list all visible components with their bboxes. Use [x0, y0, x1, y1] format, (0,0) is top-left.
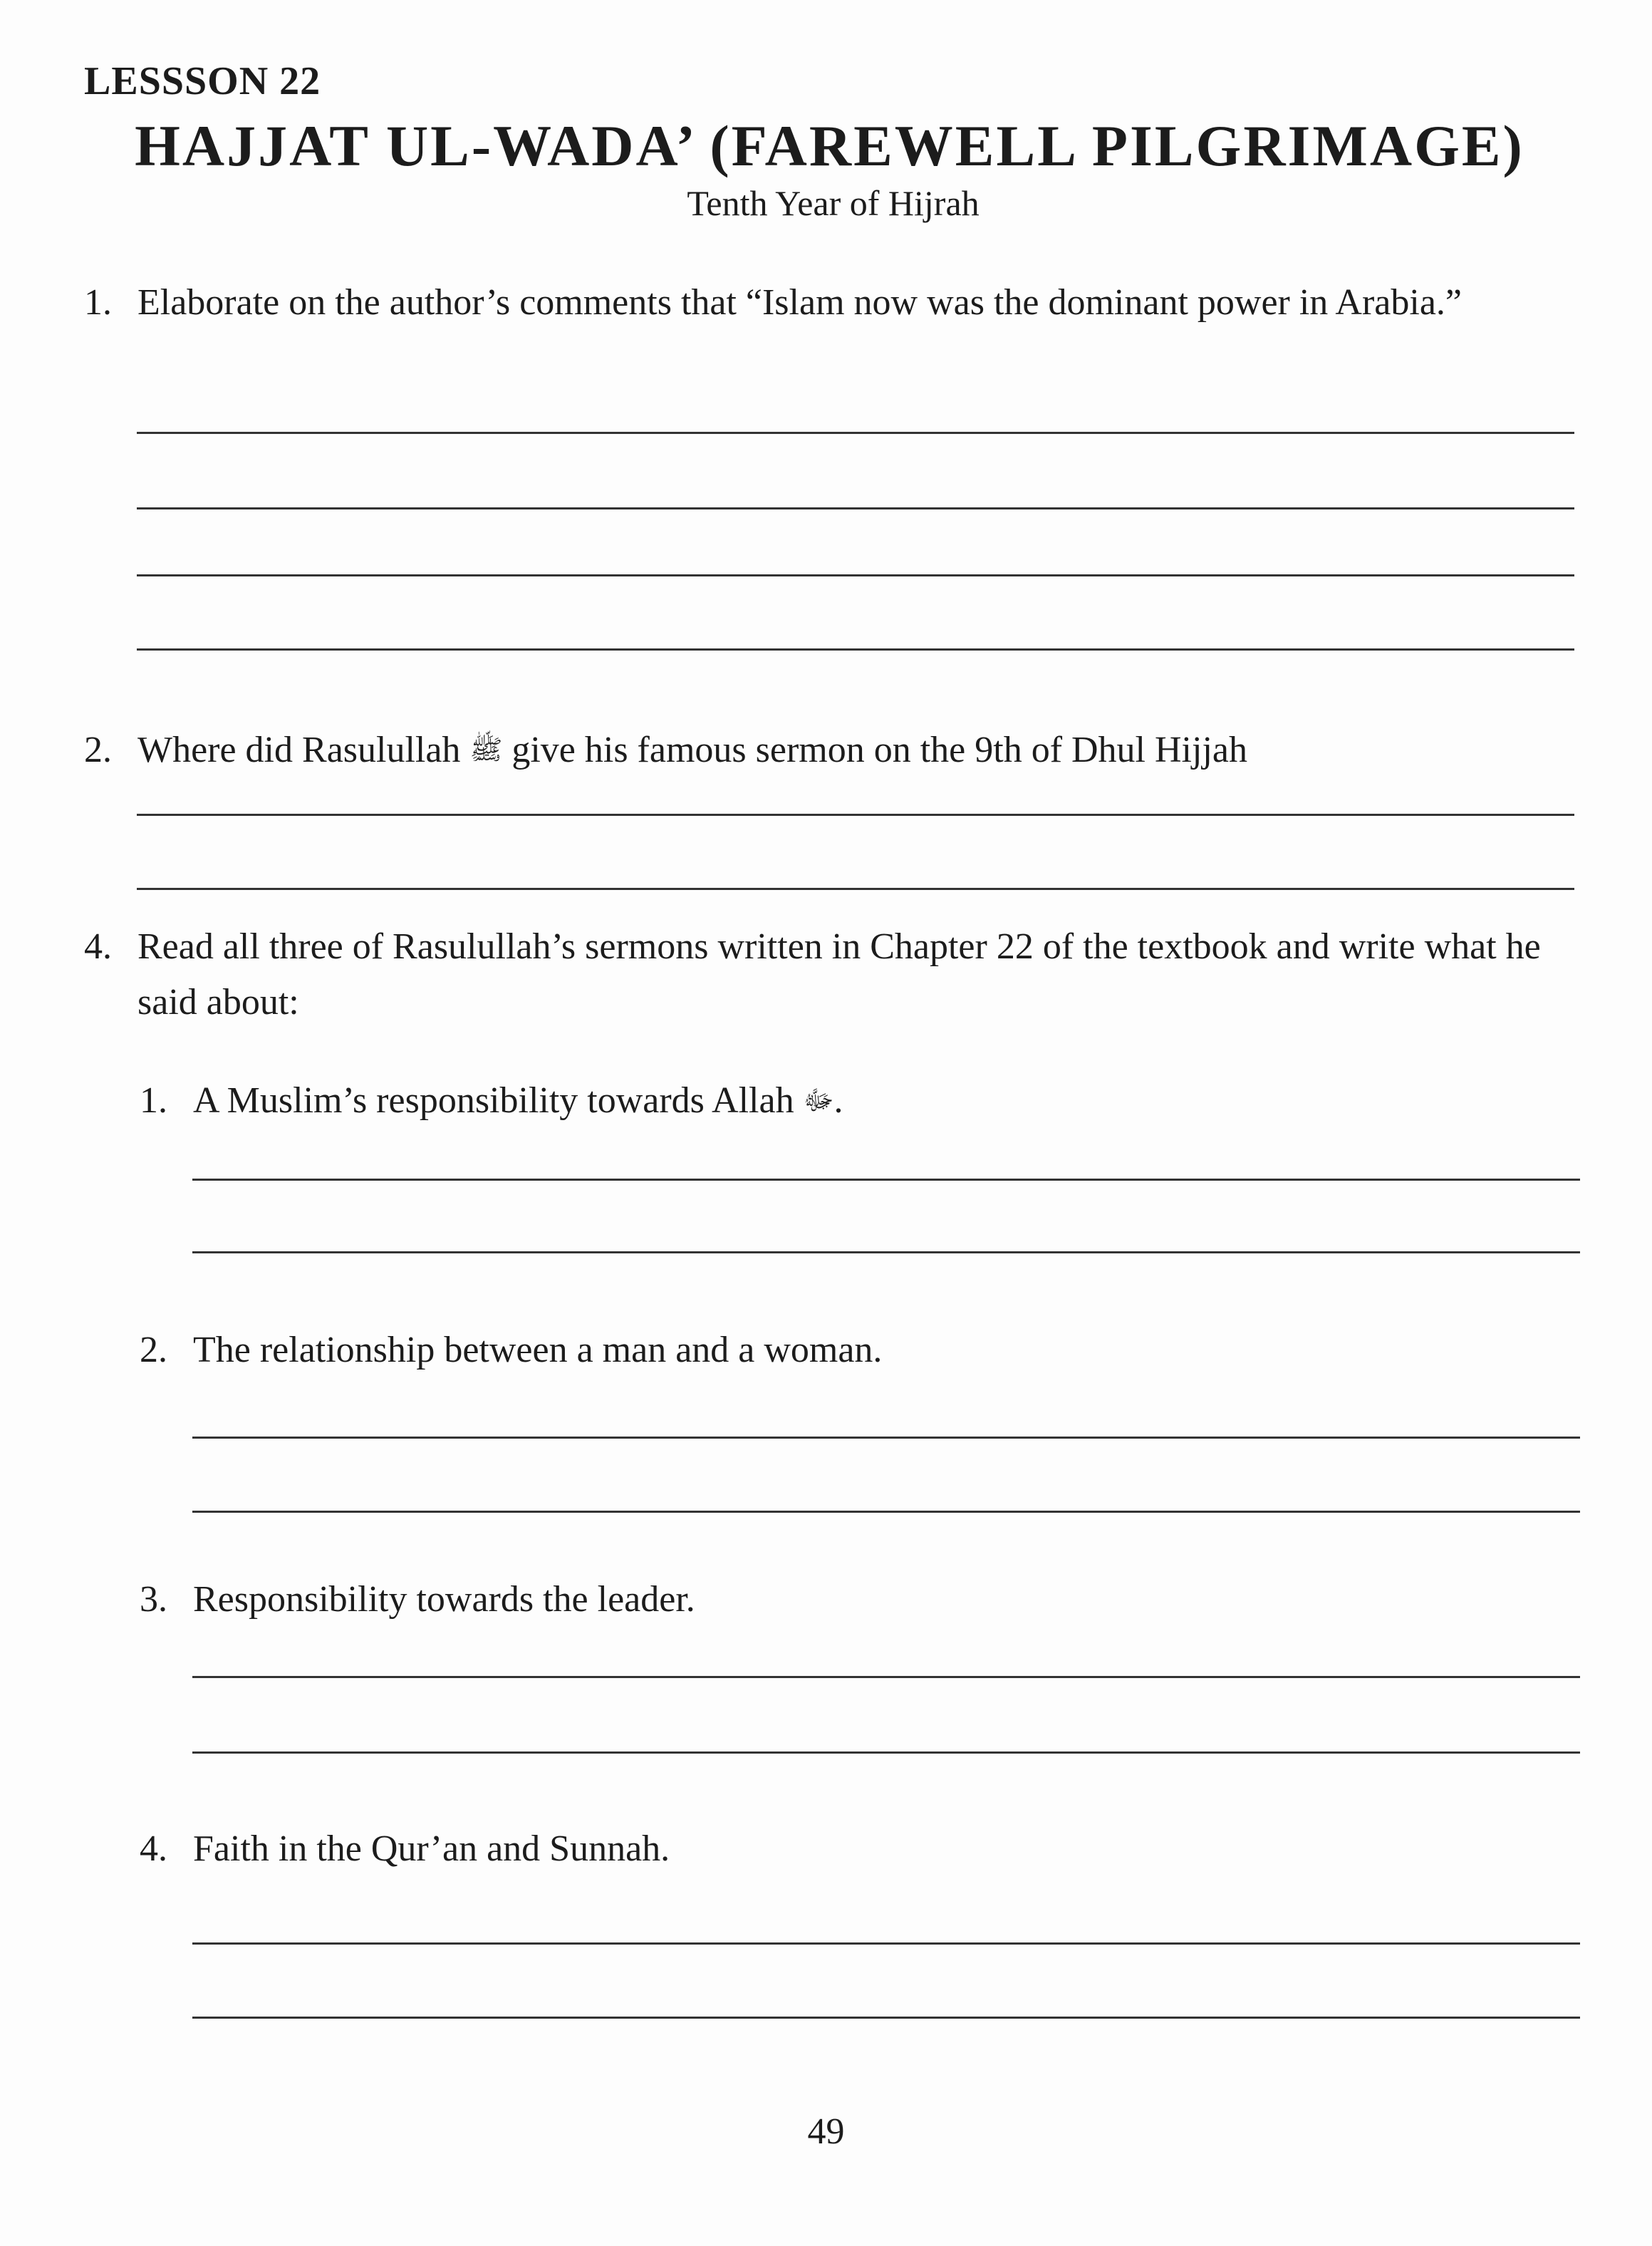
question-text: Read all three of Rasulullah’s sermons written in Chapter 22 of the textbook and write what he said about: — [137, 926, 1541, 1023]
answer-line[interactable] — [192, 1676, 1580, 1678]
honorific-glyph: ﷺ — [469, 735, 503, 765]
question-2 — [84, 723, 1580, 778]
answer-line[interactable] — [192, 1511, 1580, 1513]
question-text: Where did Rasulullah — [137, 730, 461, 770]
subitem-text: A Muslim’s responsibility towards Allah — [193, 1080, 794, 1121]
subitem-text: Faith in the Qur’an and Sunnah. — [193, 1828, 670, 1869]
page-title: HAJJAT UL-WADA’ (FAREWELL PILGRIMAGE) — [135, 113, 1524, 178]
answer-line[interactable] — [192, 1437, 1580, 1439]
question-text-continued: give his famous sermon on the 9th of Dhul Hijjah — [511, 730, 1247, 770]
question-number: 1. — [84, 282, 112, 323]
subitem-number: 1. — [140, 1080, 167, 1121]
question-text: Elaborate on the author’s comments that “Islam now was the dominant power in Arabia.” — [137, 282, 1462, 323]
question-1 — [84, 275, 1509, 331]
question-4 — [84, 919, 1580, 1030]
page-number: 49 — [807, 2111, 845, 2152]
subitem-3 — [140, 1572, 1564, 1627]
answer-line[interactable] — [137, 432, 1574, 434]
question-number: 4. — [84, 926, 112, 967]
answer-line[interactable] — [192, 1179, 1580, 1181]
answer-line[interactable] — [192, 1942, 1580, 1945]
answer-line[interactable] — [137, 888, 1574, 890]
subitem-1 — [140, 1073, 1564, 1129]
answer-line[interactable] — [192, 1751, 1580, 1754]
answer-line[interactable] — [192, 1251, 1580, 1253]
question-number: 2. — [84, 730, 112, 770]
answer-line[interactable] — [192, 2017, 1580, 2019]
lesson-label: LESSSON 22 — [84, 59, 321, 103]
subitem-number: 3. — [140, 1579, 167, 1620]
answer-line[interactable] — [137, 814, 1574, 816]
subitem-punctuation: . — [833, 1080, 843, 1121]
subitem-2 — [140, 1323, 1564, 1378]
answer-line[interactable] — [137, 648, 1574, 651]
page-subtitle: Tenth Year of Hijrah — [687, 183, 980, 223]
subitem-4 — [140, 1821, 1564, 1877]
answer-line[interactable] — [137, 574, 1574, 576]
subitem-text: Responsibility towards the leader. — [193, 1579, 695, 1620]
subitem-number: 2. — [140, 1330, 167, 1370]
honorific-glyph: ﷻ — [803, 1086, 834, 1116]
subitem-text: The relationship between a man and a woman. — [193, 1330, 883, 1370]
subitem-number: 4. — [140, 1828, 167, 1869]
answer-line[interactable] — [137, 507, 1574, 509]
